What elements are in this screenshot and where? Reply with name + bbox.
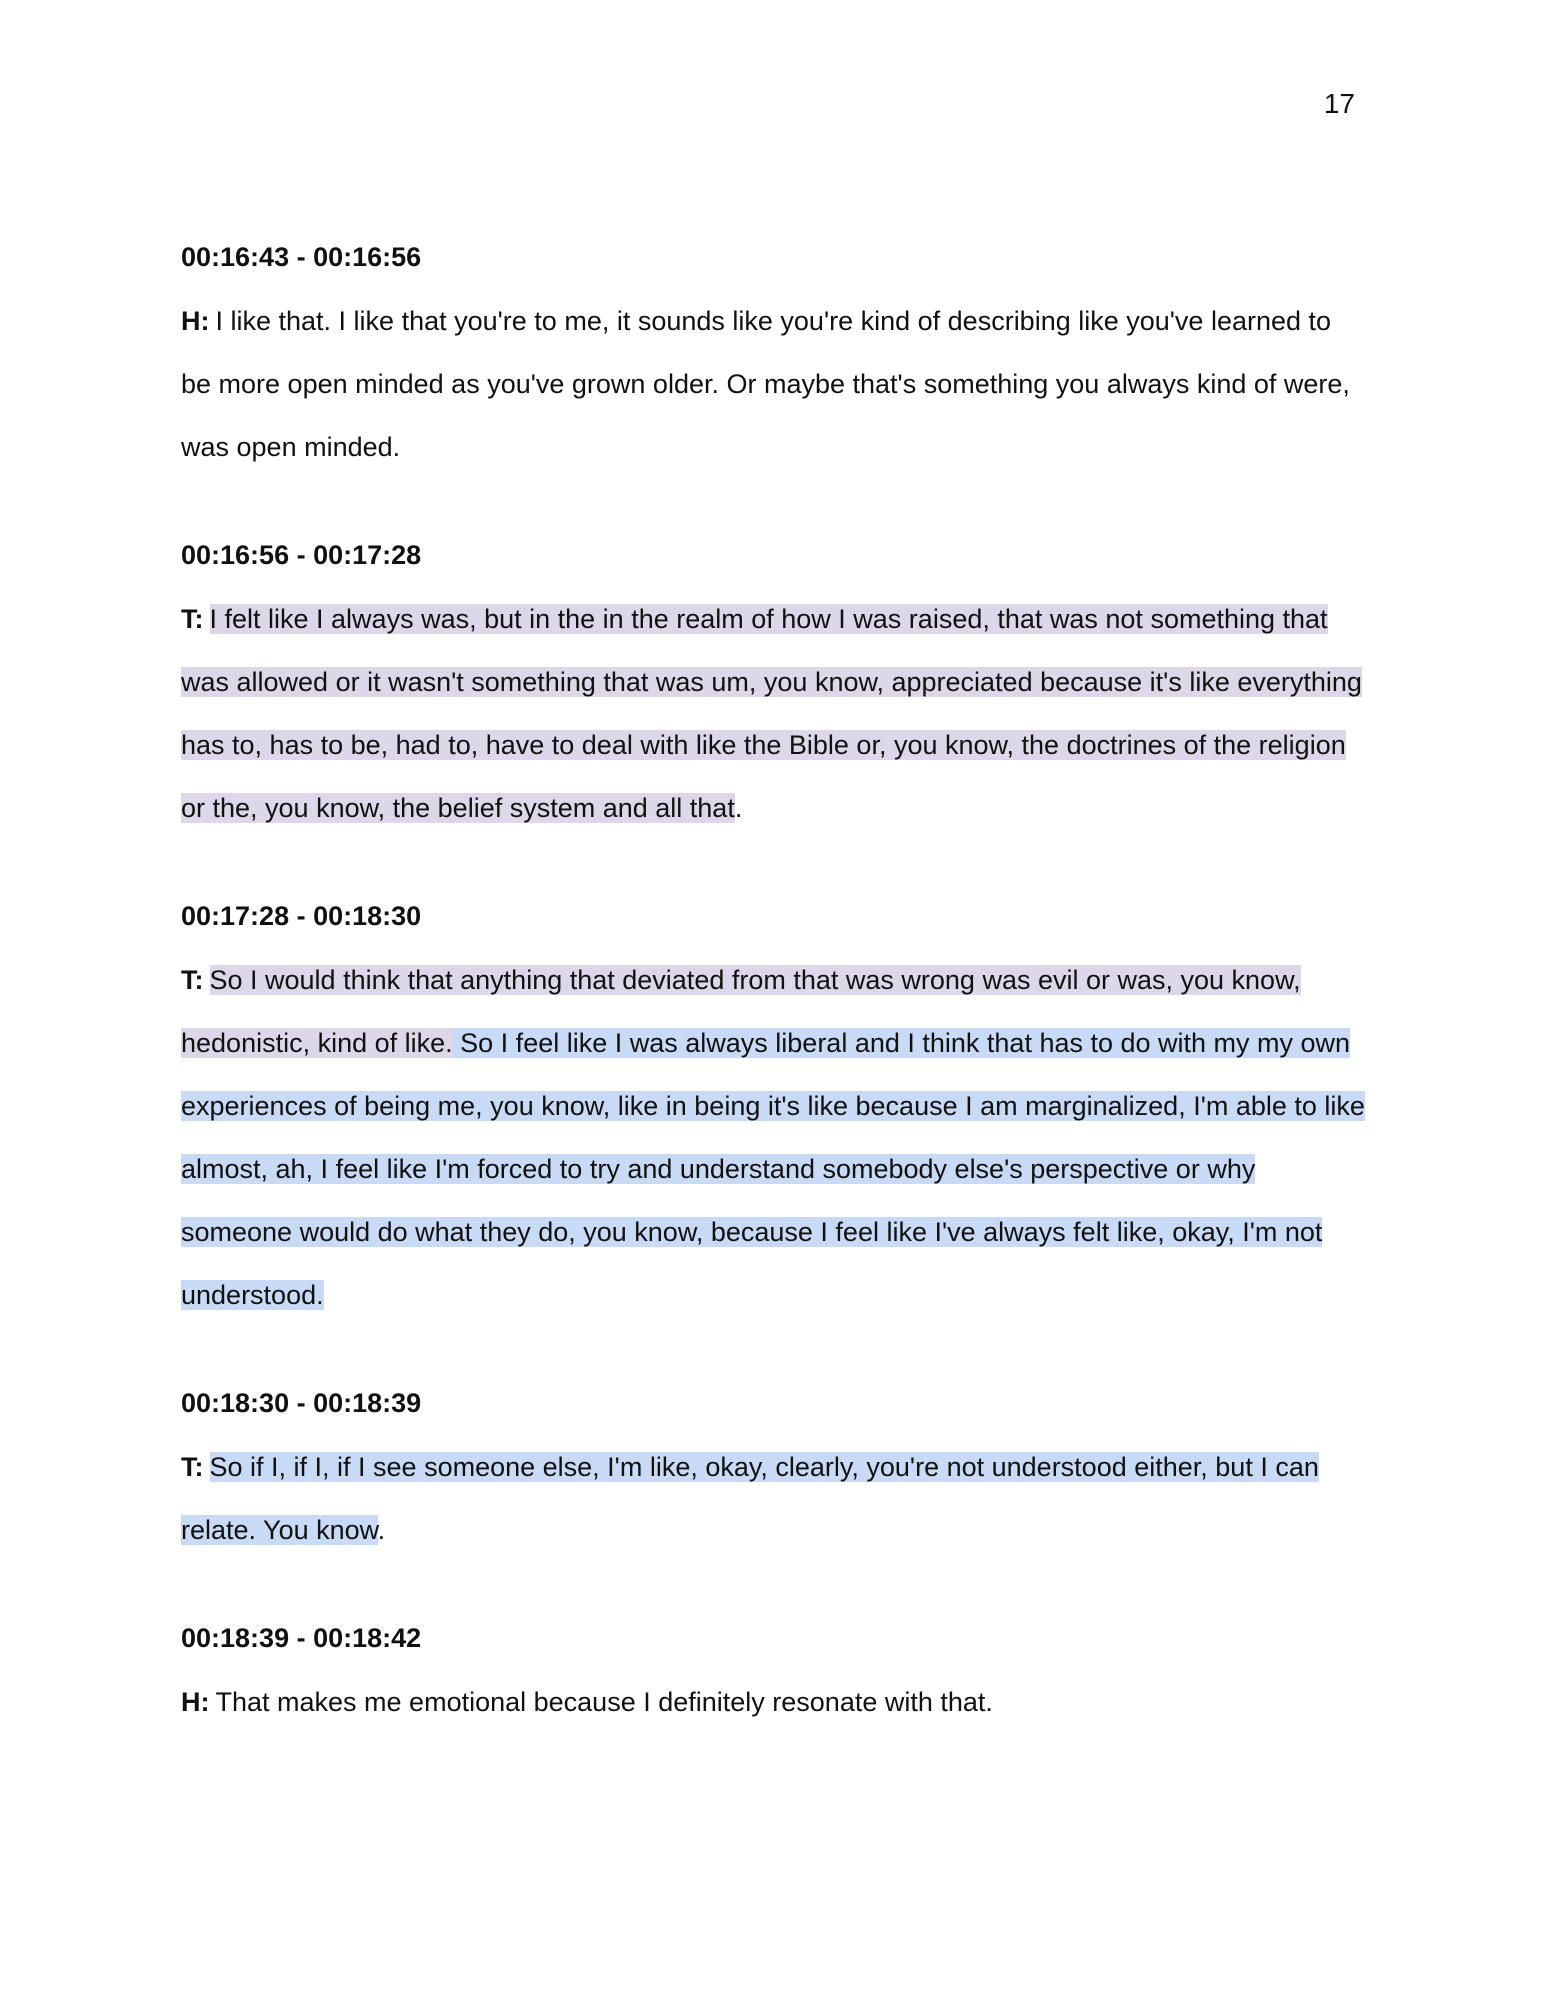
timestamp: 00:16:43 - 00:16:56: [181, 242, 422, 272]
transcript-segment: [181, 1621, 1366, 1734]
speaker-label: T:: [181, 604, 204, 634]
speaker-label: H:: [181, 306, 210, 336]
utterance-text: That makes me emotional because I definitely resonate with that.: [215, 1687, 993, 1717]
highlighted-text: So if I, if I, if I see someone else, I'm like, okay, clearly, you're not understood either, but I can relate. You know: [181, 1452, 1319, 1545]
highlighted-text: So I feel like I was always liberal and I think that has to do with my my own experiences of being me, you know, like in being it's like because I am marginalized, I'm able to like almost, ah, I feel like I'm forced to try and understand somebody else's perspective or why someone would do what they do, you know, because I feel like I've always felt like, okay, I'm not understood.: [181, 1028, 1365, 1310]
transcript-segment: [181, 538, 1366, 840]
utterance-text: I like that. I like that you're to me, it sounds like you're kind of describing like you've learned to be more open minded as you've grown older. Or maybe that's something you always kind of were, was open minded.: [181, 306, 1350, 462]
utterance: [181, 290, 1366, 479]
utterance: [181, 1671, 1366, 1734]
timestamp: 00:18:30 - 00:18:39: [181, 1388, 422, 1418]
transcript-segment: [181, 240, 1366, 479]
highlighted-text: So I would think that anything that deviated from that was wrong was evil or was, you know, hedonistic, kind of like.: [181, 965, 1301, 1058]
utterance: [181, 1436, 1366, 1562]
utterance: [181, 949, 1366, 1327]
highlighted-text: I felt like I always was, but in the in the realm of how I was raised, that was not something that was allowed or it wasn't something that was um, you know, appreciated because it's like everything has to, has to be, had to, have to deal with like the Bible or, you know, the doctrines of the religion or the, you know, the belief system and all that: [181, 604, 1362, 823]
utterance-text-trailing: .: [734, 793, 743, 823]
utterance-text-trailing: .: [377, 1515, 386, 1545]
transcript-segment: [181, 1386, 1366, 1562]
timestamp: 00:16:56 - 00:17:28: [181, 540, 422, 570]
utterance: [181, 588, 1366, 840]
speaker-label: T:: [181, 965, 204, 995]
transcript: [181, 240, 1366, 1793]
speaker-label: T:: [181, 1452, 204, 1482]
speaker-label: H:: [181, 1687, 210, 1717]
transcript-segment: [181, 899, 1366, 1327]
timestamp: 00:17:28 - 00:18:30: [181, 901, 422, 931]
page-number: 17: [1323, 88, 1355, 119]
timestamp: 00:18:39 - 00:18:42: [181, 1623, 422, 1653]
